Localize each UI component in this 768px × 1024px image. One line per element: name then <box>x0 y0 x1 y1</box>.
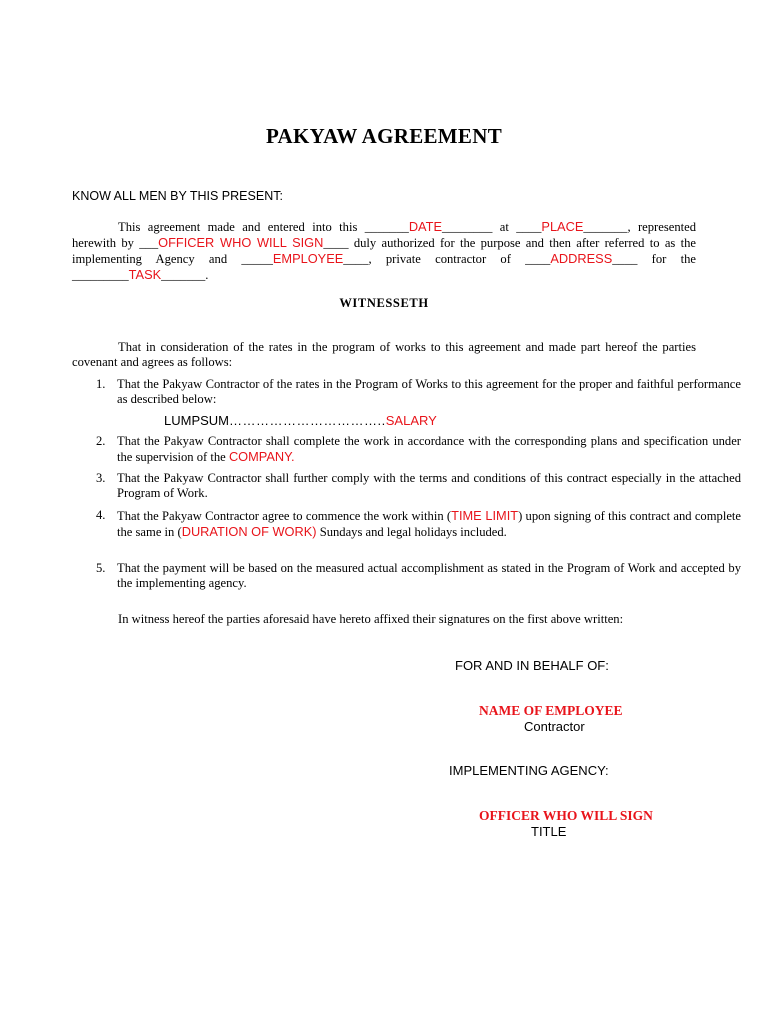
opening-paragraph <box>72 219 696 283</box>
list-item <box>72 471 741 502</box>
know-all-heading: KNOW ALL MEN BY THIS PRESENT: <box>72 189 283 203</box>
officer-field: OFFICER WHO WILL SIGN <box>158 235 324 250</box>
list-item-text: That the Pakyaw Contractor shall further comply with the terms and conditions of this contract especially in the attached Program of Work. <box>117 471 741 501</box>
time-limit-field: TIME LIMIT <box>451 508 519 523</box>
para1-text-4: ____ duly authorized for the purpose and then after referred to as the implementing Agency and _____ <box>72 236 696 266</box>
list-item <box>72 377 741 408</box>
para1-text-1: This agreement made and entered into this _______ <box>118 220 409 234</box>
list-item-tail: . <box>291 449 295 465</box>
lumpsum-line <box>164 413 437 428</box>
list-item-text-3: Sundays and legal holidays included. <box>316 525 507 540</box>
page-title: PAKYAW AGREEMENT <box>265 124 503 148</box>
para2-text: That in consideration of the rates in the program of works to this agreement and made part hereof the parties covenant and agrees as follows: <box>72 340 696 369</box>
list-item-number: 4. <box>96 508 106 522</box>
para3-text: In witness hereof the parties aforesaid have hereto affixed their signatures on the first above written: <box>118 612 624 626</box>
lumpsum-dots: …………………………….. <box>229 413 386 428</box>
para1-text-6: ____ for the _________ <box>72 252 697 282</box>
list-item-text-1: That the Pakyaw Contractor agree to commence the work within ( <box>117 509 452 523</box>
agency-label: IMPLEMENTING AGENCY: <box>449 763 609 778</box>
employee-field: EMPLOYEE <box>272 251 344 266</box>
list-item-number: 1. <box>96 377 106 391</box>
list-item <box>72 561 741 592</box>
duration-field: DURATION OF WORK) <box>181 524 317 540</box>
lumpsum-label: LUMPSUM <box>164 413 230 428</box>
place-field: PLACE <box>541 219 584 234</box>
para1-text-7: _______. <box>161 268 209 282</box>
list-item-text: That the Pakyaw Contractor shall complete the work in accordance with the corresponding plans and specification under the supervision of the <box>117 434 741 465</box>
list-item-text-2: ) upon signing of this contract and complete the same in ( <box>117 509 741 540</box>
officer-name: OFFICER WHO WILL SIGN <box>479 808 653 823</box>
list-item-number: 2. <box>96 434 106 448</box>
witness-paragraph <box>72 612 696 627</box>
para1-text-3: _______, represented herewith by ___ <box>72 220 697 250</box>
behalf-label: FOR AND IN BEHALF OF: <box>455 658 609 673</box>
consideration-paragraph <box>72 340 696 370</box>
list-item <box>72 434 741 466</box>
para1-text-5: ____, private contractor of ____ <box>343 252 551 266</box>
title-label: TITLE <box>531 824 567 839</box>
salary-field: SALARY <box>385 413 437 428</box>
para1-text-2: ________ at ____ <box>442 220 542 234</box>
company-field: COMPANY <box>228 449 292 465</box>
address-field: ADDRESS <box>550 251 613 266</box>
employee-name: NAME OF EMPLOYEE <box>479 703 623 718</box>
witnesseth-heading: WITNESSETH <box>339 296 429 310</box>
task-field: TASK <box>128 267 162 282</box>
contractor-label: Contractor <box>524 719 585 734</box>
list-item <box>72 508 741 541</box>
date-field: DATE <box>408 219 442 234</box>
list-item-text: That the payment will be based on the measured actual accomplishment as stated in the Program of Work and accepted by the implementing agency. <box>117 561 741 591</box>
list-item-text: That the Pakyaw Contractor of the rates in the Program of Works to this agreement for the proper and faithful performance as described below: <box>117 377 741 407</box>
list-item-number: 3. <box>96 471 106 485</box>
list-item-number: 5. <box>96 561 106 575</box>
